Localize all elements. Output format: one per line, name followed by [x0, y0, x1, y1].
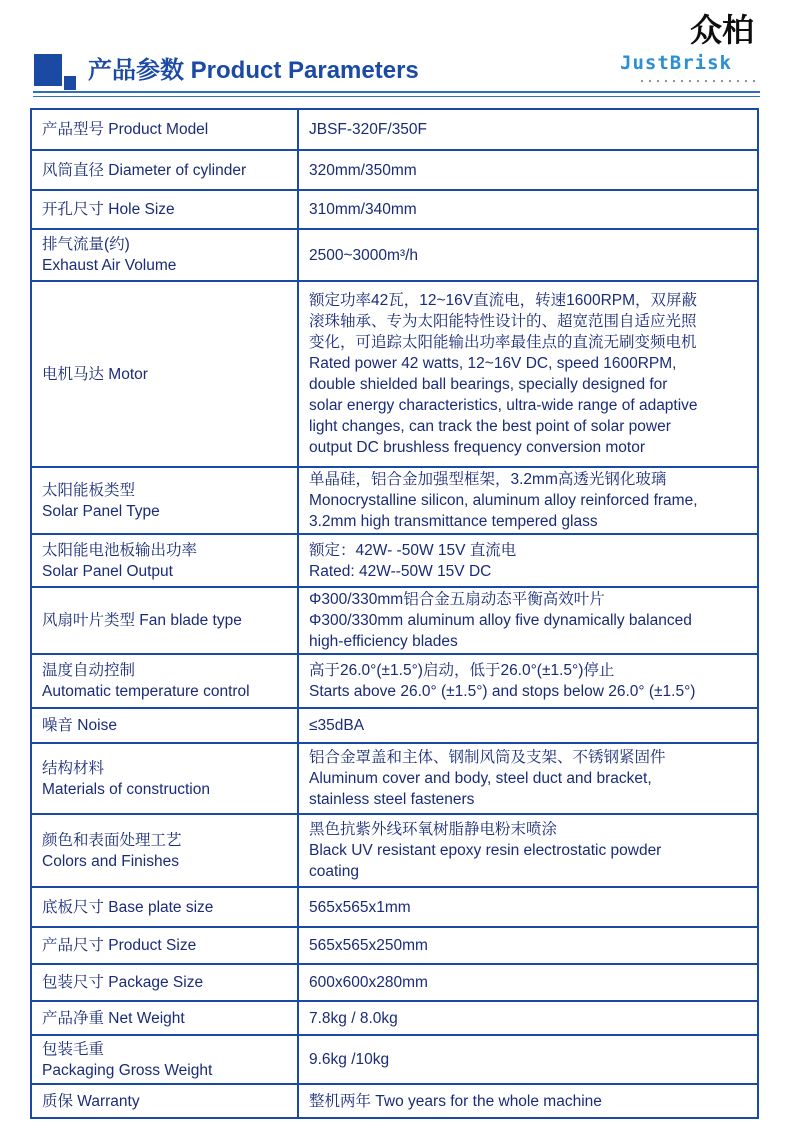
parameter-value-line: Aluminum cover and body, steel duct and bracket, [309, 770, 652, 787]
parameter-value [298, 229, 758, 281]
table-row [31, 708, 758, 743]
parameter-value-line: light changes, can track the best point of solar power [309, 418, 671, 435]
parameter-value-line: Φ300/330mm铝合金五扇动态平衡高效叶片 [309, 591, 605, 608]
parameter-name-line: 电机马达 Motor [42, 365, 148, 383]
parameter-value [298, 1001, 758, 1035]
parameter-name [31, 887, 298, 927]
parameter-value-line: ≤35dBA [309, 717, 365, 734]
parameter-value-line: 变化，可追踪太阳能输出功率最佳点的直流无刷变频电机 [309, 334, 697, 351]
parameter-name-line: Colors and Finishes [42, 852, 179, 870]
table-row [31, 229, 758, 281]
parameter-value [298, 534, 758, 587]
parameter-value [298, 1084, 758, 1118]
parameter-name-line: 包装尺寸 Package Size [42, 974, 204, 991]
parameter-value-line: Starts above 26.0° (±1.5°) and stops below 26.0° (±1.5°) [309, 683, 696, 700]
parameter-value [298, 1035, 758, 1084]
parameter-name-line: 开孔尺寸 Hole Size [42, 201, 175, 218]
parameter-value [298, 654, 758, 708]
parameter-value-line: Φ300/330mm aluminum alloy five dynamically balanced [309, 612, 692, 629]
table-row [31, 1001, 758, 1035]
parameter-name [31, 743, 298, 814]
parameter-name-line: 产品型号 Product Model [42, 121, 209, 138]
table-row [31, 927, 758, 964]
title-square-icon [34, 54, 76, 92]
parameter-name [31, 1084, 298, 1118]
parameter-name-line: 太阳能板类型 [42, 481, 136, 499]
table-row [31, 109, 758, 150]
parameter-name-line: 包装毛重 [42, 1040, 105, 1058]
parameter-value [298, 109, 758, 150]
parameter-value-line: 9.6kg /10kg [309, 1051, 390, 1068]
table-row [31, 587, 758, 654]
parameter-name-line: 温度自动控制 [42, 662, 136, 679]
parameter-value-line: 3.2mm high transmittance tempered glass [309, 513, 598, 530]
parameter-value [298, 467, 758, 534]
parameter-value-line: 整机两年 Two years for the whole machine [309, 1092, 602, 1110]
parameter-value-line: 565x565x250mm [309, 937, 428, 954]
table-row [31, 743, 758, 814]
parameter-value [298, 743, 758, 814]
parameter-name-line: Packaging Gross Weight [42, 1061, 213, 1079]
parameter-value-line: stainless steel fasteners [309, 791, 475, 808]
parameter-name-line: 风扇叶片类型 Fan blade type [42, 612, 242, 629]
table-row [31, 150, 758, 190]
parameter-name-line: Automatic temperature control [42, 683, 250, 700]
parameter-name-line: 产品尺寸 Product Size [42, 937, 197, 954]
brand-logo-chinese: 众柏 [690, 11, 755, 49]
parameter-value-line: coating [309, 863, 359, 880]
parameter-value-line: Rated power 42 watts, 12~16V DC, speed 1600RPM, [309, 355, 677, 372]
parameter-value-line: 额定功率42瓦，12~16V直流电，转速1600RPM，双屏蔽 [309, 292, 698, 309]
parameter-name [31, 281, 298, 467]
logo-dot-underline [638, 79, 756, 83]
parameter-name-line: 底板尺寸 Base plate size [42, 898, 214, 916]
parameters-table [30, 108, 759, 1119]
parameter-value [298, 281, 758, 467]
table-row [31, 534, 758, 587]
table-row [31, 1035, 758, 1084]
parameter-value [298, 964, 758, 1001]
parameter-name [31, 534, 298, 587]
parameter-name-line: 噪音 Noise [42, 717, 117, 734]
table-row [31, 814, 758, 887]
parameter-name-line: 产品净重 Net Weight [42, 1009, 185, 1027]
parameter-name-line: 太阳能电池板输出功率 [42, 541, 198, 559]
parameter-value-line: 320mm/350mm [309, 161, 417, 179]
parameter-value-line: 滚珠轴承、专为太阳能特性设计的、超宽范围自适应光照 [309, 313, 697, 330]
parameter-name [31, 708, 298, 743]
parameter-value-line: 铝合金罩盖和主体、钢制风筒及支架、不锈钢紧固件 [309, 749, 666, 766]
parameter-value-line: output DC brushless frequency conversion motor [309, 439, 645, 456]
table-row [31, 467, 758, 534]
parameter-value-line: 额定：42W- -50W 15V 直流电 [309, 541, 517, 559]
header-divider [33, 91, 760, 93]
parameter-name-line: 颜色和表面处理工艺 [42, 831, 182, 849]
table-row [31, 281, 758, 467]
parameter-value-line: double shielded ball bearings, specially designed for [309, 376, 668, 393]
parameter-name-line: 结构材料 [42, 759, 105, 777]
parameter-value-line: 310mm/340mm [309, 201, 417, 218]
table-row [31, 1084, 758, 1118]
parameter-value [298, 927, 758, 964]
parameter-value-line: 7.8kg / 8.0kg [309, 1009, 398, 1027]
parameter-name [31, 109, 298, 150]
parameter-value [298, 190, 758, 229]
brand-logo-english: JustBrisk [620, 52, 732, 74]
parameter-name [31, 1001, 298, 1035]
parameter-name [31, 587, 298, 654]
parameter-value-line: high-efficiency blades [309, 633, 458, 650]
table-row [31, 964, 758, 1001]
parameter-name [31, 229, 298, 281]
parameter-value [298, 887, 758, 927]
parameter-name [31, 467, 298, 534]
parameter-name-line: 质保 Warranty [42, 1092, 140, 1110]
parameter-name-line: Solar Panel Type [42, 502, 160, 520]
parameter-value [298, 150, 758, 190]
table-row [31, 654, 758, 708]
table-row [31, 887, 758, 927]
parameter-name [31, 150, 298, 190]
parameter-name-line: Solar Panel Output [42, 562, 173, 580]
parameter-value [298, 708, 758, 743]
parameter-value-line: 565x565x1mm [309, 898, 411, 916]
parameter-value-line: 2500~3000m³/h [309, 246, 419, 264]
parameter-name-line: Materials of construction [42, 780, 210, 798]
table-row [31, 190, 758, 229]
parameter-value-line: solar energy characteristics, ultra-wide range of adaptive [309, 397, 698, 414]
parameter-value [298, 587, 758, 654]
parameter-value-line: Rated: 42W--50W 15V DC [309, 562, 492, 580]
parameter-name [31, 654, 298, 708]
parameter-value [298, 814, 758, 887]
parameter-value-line: Monocrystalline silicon, aluminum alloy reinforced frame, [309, 492, 698, 509]
parameter-name [31, 1035, 298, 1084]
parameter-value-line: Black UV resistant epoxy resin electrostatic powder [309, 842, 662, 859]
parameter-value-line: 600x600x280mm [309, 974, 428, 991]
parameter-value-line: JBSF-320F/350F [309, 121, 428, 138]
parameter-value-line: 单晶硅，铝合金加强型框架，3.2mm高透光钢化玻璃 [309, 471, 667, 488]
page-title: 产品参数 Product Parameters [88, 57, 419, 84]
parameter-name [31, 814, 298, 887]
parameter-name [31, 190, 298, 229]
parameter-name-line: 风筒直径 Diameter of cylinder [42, 161, 247, 179]
parameter-name [31, 927, 298, 964]
parameter-name-line: Exhaust Air Volume [42, 257, 177, 274]
parameter-name [31, 964, 298, 1001]
parameter-value-line: 高于26.0°(±1.5°)启动，低于26.0°(±1.5°)停止 [309, 662, 615, 679]
parameter-name-line: 排气流量(约) [42, 236, 130, 253]
header-divider-thin [33, 96, 760, 97]
parameter-value-line: 黑色抗紫外线环氧树脂静电粉末喷涂 [309, 821, 558, 838]
